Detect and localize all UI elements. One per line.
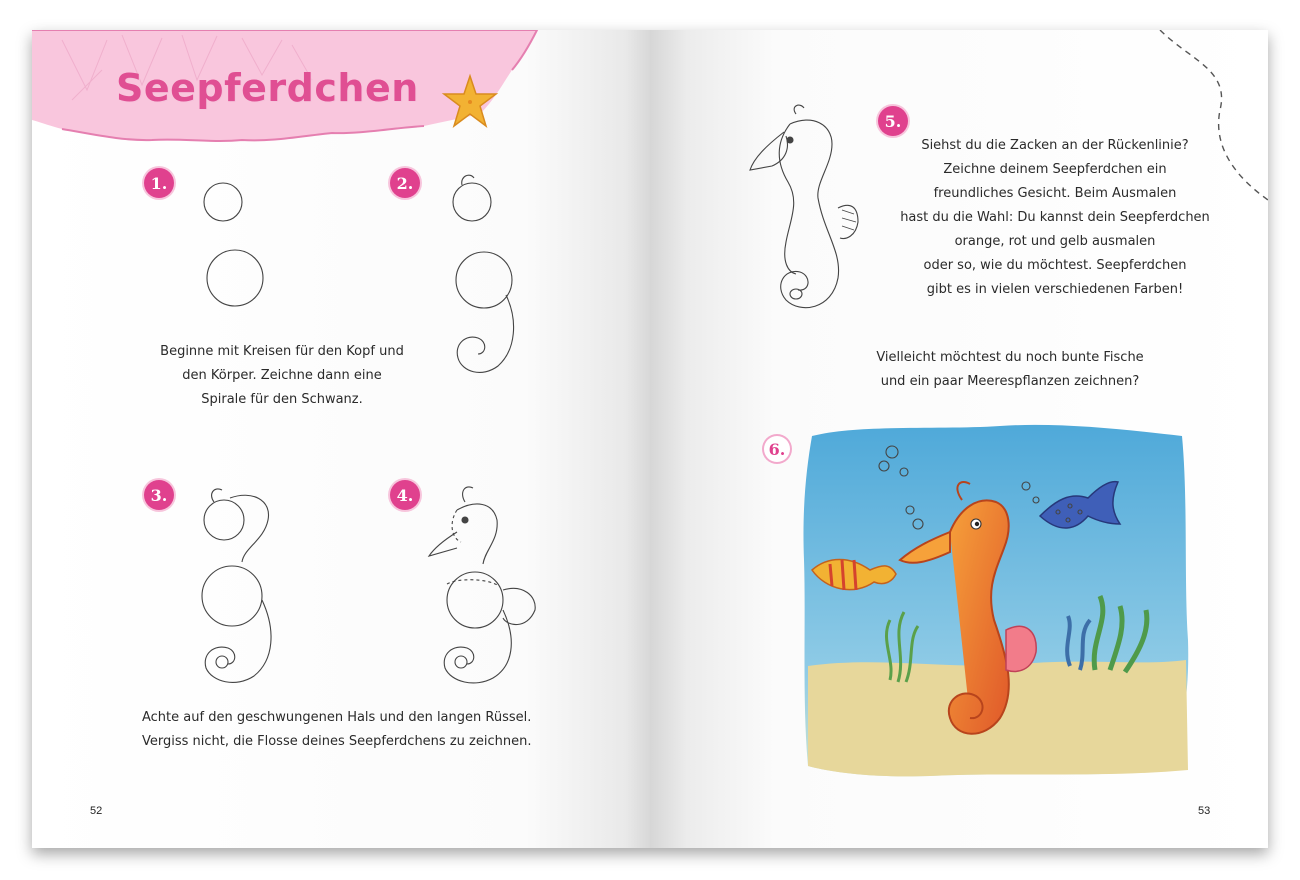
step-4-badge: 4. bbox=[390, 480, 420, 510]
step-1-sketch bbox=[197, 180, 277, 310]
instruction-text-3: Siehst du die Zacken an der Rückenlinie? Zeichne deinem Seepferdchen ein freundliches Gesicht. Beim Ausmalen hast du die Wahl: Du kannst dein Seepferdchen orange, rot und gelb ausmalen oder so, wie du möchtest. Seepferdchen gibt es in vielen verschiedenen Farben! bbox=[900, 138, 1210, 297]
book-spread bbox=[32, 30, 1268, 848]
page-number-left: 52 bbox=[90, 805, 103, 817]
step-3-sketch bbox=[192, 480, 312, 700]
step-1-badge: 1. bbox=[144, 168, 174, 198]
step-5-badge: 5. bbox=[878, 106, 908, 136]
step-2-sketch bbox=[442, 170, 552, 385]
step-4-sketch bbox=[427, 480, 557, 700]
right-page bbox=[650, 30, 1268, 848]
step-6-badge: 6. bbox=[762, 434, 792, 464]
instruction-text-1: Beginne mit Kreisen für den Kopf und den Körper. Zeichne dann eine Spirale für den Schwanz. bbox=[160, 344, 404, 407]
underwater-illustration bbox=[800, 420, 1190, 780]
step-5-sketch bbox=[746, 102, 876, 322]
left-page bbox=[32, 30, 650, 848]
instruction-text-2: Achte auf den geschwungenen Hals und den langen Rüssel. Vergiss nicht, die Flosse deines Seepferdchens zu zeichnen. bbox=[142, 710, 532, 749]
starfish-icon bbox=[440, 72, 500, 132]
page-title: Seepferdchen bbox=[116, 66, 419, 110]
page-number-right: 53 bbox=[1198, 805, 1211, 817]
step-3-badge: 3. bbox=[144, 480, 174, 510]
step-2-badge: 2. bbox=[390, 168, 420, 198]
instruction-text-4: Vielleicht möchtest du noch bunte Fische und ein paar Meerespflanzen zeichnen? bbox=[876, 350, 1144, 389]
